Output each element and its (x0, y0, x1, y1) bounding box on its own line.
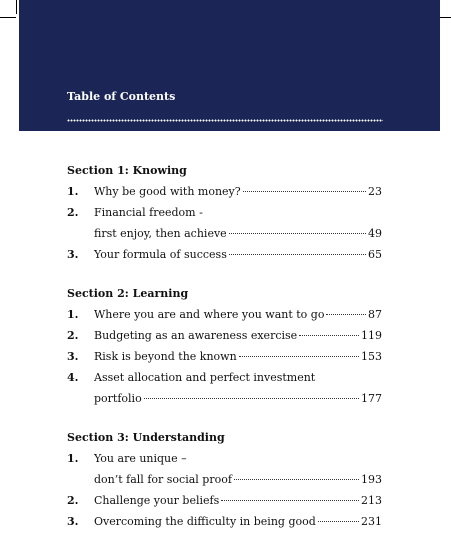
section-heading: Section 2: Learning (67, 287, 189, 300)
dot-leader (234, 478, 359, 480)
section-heading: Section 1: Knowing (67, 164, 187, 177)
entry-title-continuation: portfolio (94, 392, 142, 405)
entry-title: Challenge your beliefs (94, 494, 220, 507)
entry-title: Your formula of success (94, 248, 227, 261)
dot-leader (229, 232, 366, 234)
entry-title: Budgeting as an awareness exercise (94, 329, 298, 342)
entry-number: 3. (67, 248, 79, 261)
entry-title: Asset allocation and perfect investment (94, 371, 316, 384)
toc-entry[interactable] (67, 346, 382, 367)
entry-title: Where you are and where you want to go (94, 308, 325, 321)
toc-entry[interactable] (67, 367, 382, 388)
page-number: 87 (368, 308, 382, 321)
dot-leader (299, 334, 359, 336)
dot-leader (318, 520, 359, 522)
page-number: 153 (361, 350, 382, 363)
toc-entry-continuation[interactable] (67, 388, 382, 409)
toc-section (67, 283, 382, 409)
dot-leader (326, 313, 366, 315)
toc-entry[interactable] (67, 448, 382, 469)
crop-mark-top-left-h (0, 17, 16, 18)
table-of-contents (67, 160, 382, 550)
entry-number: 1. (67, 452, 79, 465)
entry-number: 2. (67, 206, 79, 219)
page-number: 23 (368, 185, 382, 198)
header-band (19, 0, 440, 131)
entry-title: Risk is beyond the known (94, 350, 237, 363)
toc-entry[interactable] (67, 511, 382, 532)
toc-section (67, 427, 382, 532)
page-number: 177 (361, 392, 382, 405)
dot-leader (243, 190, 366, 192)
entry-title-continuation: first enjoy, then achieve (94, 227, 227, 240)
toc-entry[interactable] (67, 244, 382, 265)
entry-number: 1. (67, 308, 79, 321)
page-number: 231 (361, 515, 382, 528)
toc-entry[interactable] (67, 490, 382, 511)
dot-leader (239, 355, 359, 357)
entry-number: 2. (67, 329, 79, 342)
dot-leader (229, 253, 366, 255)
toc-entry[interactable] (67, 181, 382, 202)
entry-title-continuation: don’t fall for social proof (94, 473, 232, 486)
crop-mark-top-right-h (440, 17, 451, 18)
toc-entry[interactable] (67, 304, 382, 325)
entry-title: Financial freedom - (94, 206, 203, 219)
entry-number: 4. (67, 371, 79, 384)
entry-title: Why be good with money? (94, 185, 241, 198)
page-number: 213 (361, 494, 382, 507)
dot-leader (221, 499, 359, 501)
entry-number: 3. (67, 515, 79, 528)
page-number: 193 (361, 473, 382, 486)
page-number: 65 (368, 248, 382, 261)
toc-entry[interactable] (67, 202, 382, 223)
crop-mark-top-left-v (16, 0, 17, 14)
entry-number: 3. (67, 350, 79, 363)
page-number: 119 (361, 329, 382, 342)
page-title: Table of Contents (67, 90, 176, 103)
section-heading: Section 3: Understanding (67, 431, 225, 444)
entry-title: Overcoming the difficulty in being good (94, 515, 316, 528)
toc-entry-continuation[interactable] (67, 469, 382, 490)
toc-entry[interactable] (67, 325, 382, 346)
entry-title: You are unique – (94, 452, 187, 465)
entry-number: 1. (67, 185, 79, 198)
toc-entry-continuation[interactable] (67, 223, 382, 244)
entry-number: 2. (67, 494, 79, 507)
page-number: 49 (368, 227, 382, 240)
dot-leader (144, 397, 359, 399)
dotted-divider (67, 119, 383, 122)
toc-section (67, 160, 382, 265)
